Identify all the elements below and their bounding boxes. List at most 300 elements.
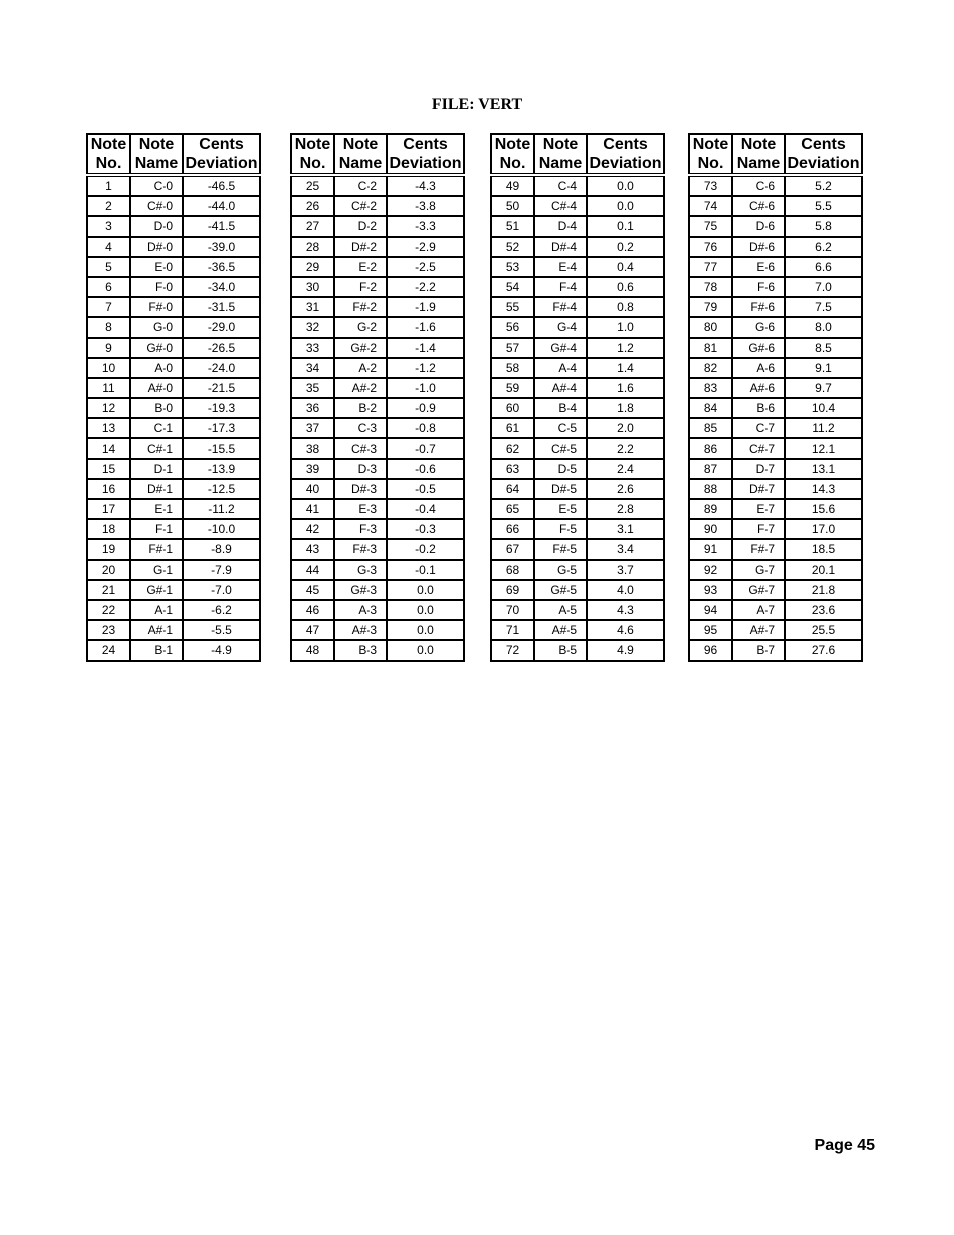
note-number-cell: 86 <box>689 438 732 458</box>
note-number-cell: 61 <box>491 418 534 438</box>
cents-deviation-cell: 3.1 <box>587 519 664 539</box>
table-row <box>291 600 464 620</box>
note-name-cell: A#-3 <box>334 620 387 640</box>
cents-deviation-cell: 23.6 <box>785 600 862 620</box>
note-name-cell: G-1 <box>130 560 183 580</box>
note-number-cell: 79 <box>689 297 732 317</box>
table-row <box>87 560 260 580</box>
note-name-cell: F#-5 <box>534 539 587 559</box>
table-row <box>87 519 260 539</box>
note-name-cell: F#-7 <box>732 539 785 559</box>
note-name-cell: F-7 <box>732 519 785 539</box>
note-name-cell: D-2 <box>334 216 387 236</box>
cents-deviation-cell: 4.6 <box>587 620 664 640</box>
cents-deviation-cell: 0.4 <box>587 257 664 277</box>
cents-deviation-cell: -0.6 <box>387 459 464 479</box>
table-row <box>491 519 664 539</box>
note-name-cell: G#-5 <box>534 580 587 600</box>
table-row <box>491 539 664 559</box>
table-row <box>87 479 260 499</box>
table-row <box>291 398 464 418</box>
table-row <box>689 560 862 580</box>
note-number-cell: 52 <box>491 237 534 257</box>
note-name-cell: G-2 <box>334 317 387 337</box>
table-row <box>689 580 862 600</box>
cents-deviation-cell: 9.1 <box>785 358 862 378</box>
cents-deviation-cell: -5.5 <box>183 620 260 640</box>
note-number-cell: 31 <box>291 297 334 317</box>
table-row <box>291 175 464 196</box>
cents-deviation-cell: -7.9 <box>183 560 260 580</box>
note-number-cell: 39 <box>291 459 334 479</box>
cents-deviation-cell: 27.6 <box>785 640 862 660</box>
cents-deviation-cell: -12.5 <box>183 479 260 499</box>
note-number-cell: 18 <box>87 519 130 539</box>
table-row <box>689 338 862 358</box>
table-row <box>689 499 862 519</box>
note-name-cell: A-0 <box>130 358 183 378</box>
table-row <box>689 620 862 640</box>
cents-deviation-cell: 12.1 <box>785 438 862 458</box>
note-name-cell: G-7 <box>732 560 785 580</box>
note-name-cell: D#-5 <box>534 479 587 499</box>
table-row <box>689 317 862 337</box>
note-number-cell: 75 <box>689 216 732 236</box>
note-number-cell: 64 <box>491 479 534 499</box>
table-row <box>491 620 664 640</box>
table-row <box>491 398 664 418</box>
cents-deviation-cell: -0.2 <box>387 539 464 559</box>
note-number-cell: 30 <box>291 277 334 297</box>
note-number-cell: 33 <box>291 338 334 358</box>
note-number-cell: 51 <box>491 216 534 236</box>
table-row <box>491 196 664 216</box>
table-row <box>87 237 260 257</box>
cents-deviation-cell: 21.8 <box>785 580 862 600</box>
note-name-cell: G-0 <box>130 317 183 337</box>
note-number-cell: 85 <box>689 418 732 438</box>
note-name-cell: F#-3 <box>334 539 387 559</box>
table-row <box>291 539 464 559</box>
cents-deviation-cell: 0.0 <box>587 196 664 216</box>
cents-deviation-cell: -13.9 <box>183 459 260 479</box>
note-number-cell: 46 <box>291 600 334 620</box>
table-row <box>87 338 260 358</box>
note-name-cell: E-7 <box>732 499 785 519</box>
note-number-cell: 5 <box>87 257 130 277</box>
note-number-cell: 7 <box>87 297 130 317</box>
cents-deviation-cell: -7.0 <box>183 580 260 600</box>
cents-deviation-cell: 1.4 <box>587 358 664 378</box>
page-title: FILE: VERT <box>431 96 523 113</box>
cents-deviation-cell: 7.0 <box>785 277 862 297</box>
note-number-cell: 92 <box>689 560 732 580</box>
note-number-cell: 57 <box>491 338 534 358</box>
cents-deviation-cell: 0.1 <box>587 216 664 236</box>
table-row <box>491 175 664 196</box>
note-name-cell: C-2 <box>334 175 387 196</box>
cents-deviation-cell: -0.5 <box>387 479 464 499</box>
table-row <box>87 297 260 317</box>
table-row <box>87 216 260 236</box>
note-number-cell: 36 <box>291 398 334 418</box>
note-number-cell: 37 <box>291 418 334 438</box>
note-number-cell: 48 <box>291 640 334 660</box>
note-name-cell: E-6 <box>732 257 785 277</box>
table-row <box>291 257 464 277</box>
note-number-cell: 29 <box>291 257 334 277</box>
table-row <box>491 640 664 660</box>
table-row <box>689 237 862 257</box>
note-table-4 <box>688 133 863 662</box>
header-note-no: Note No. <box>87 134 130 175</box>
note-name-cell: C#-2 <box>334 196 387 216</box>
note-name-cell: C#-5 <box>534 438 587 458</box>
cents-deviation-cell: -1.6 <box>387 317 464 337</box>
note-number-cell: 54 <box>491 277 534 297</box>
note-name-cell: E-2 <box>334 257 387 277</box>
note-number-cell: 38 <box>291 438 334 458</box>
cents-deviation-cell: -2.2 <box>387 277 464 297</box>
cents-deviation-cell: -34.0 <box>183 277 260 297</box>
table-row <box>491 580 664 600</box>
cents-deviation-cell: -2.9 <box>387 237 464 257</box>
cents-deviation-cell: 9.7 <box>785 378 862 398</box>
header-note-name: Note Name <box>534 134 587 175</box>
table-row <box>291 216 464 236</box>
header-cents-deviation: Cents Deviation <box>183 134 260 175</box>
cents-deviation-cell: -0.7 <box>387 438 464 458</box>
table-row <box>491 378 664 398</box>
cents-deviation-cell: 20.1 <box>785 560 862 580</box>
note-number-cell: 20 <box>87 560 130 580</box>
note-name-cell: G#-7 <box>732 580 785 600</box>
table-row <box>291 317 464 337</box>
cents-deviation-cell: -46.5 <box>183 175 260 196</box>
cents-deviation-cell: 8.0 <box>785 317 862 337</box>
note-name-cell: D#-0 <box>130 237 183 257</box>
note-number-cell: 35 <box>291 378 334 398</box>
table-row <box>291 297 464 317</box>
note-name-cell: D-0 <box>130 216 183 236</box>
table-row <box>491 499 664 519</box>
note-name-cell: G#-2 <box>334 338 387 358</box>
cents-deviation-cell: 0.0 <box>387 620 464 640</box>
note-name-cell: D#-6 <box>732 237 785 257</box>
cents-deviation-cell: 0.8 <box>587 297 664 317</box>
table-row <box>87 640 260 660</box>
cents-deviation-cell: -21.5 <box>183 378 260 398</box>
cents-deviation-cell: -1.0 <box>387 378 464 398</box>
note-number-cell: 67 <box>491 539 534 559</box>
note-name-cell: E-3 <box>334 499 387 519</box>
cents-deviation-cell: -36.5 <box>183 257 260 277</box>
cents-deviation-cell: 6.6 <box>785 257 862 277</box>
note-name-cell: C-6 <box>732 175 785 196</box>
note-name-cell: F#-1 <box>130 539 183 559</box>
note-number-cell: 24 <box>87 640 130 660</box>
cents-deviation-cell: 0.0 <box>387 600 464 620</box>
note-number-cell: 19 <box>87 539 130 559</box>
cents-deviation-cell: 6.2 <box>785 237 862 257</box>
note-table-2 <box>290 133 465 662</box>
table-row <box>291 277 464 297</box>
note-number-cell: 49 <box>491 175 534 196</box>
cents-deviation-cell: 2.2 <box>587 438 664 458</box>
note-number-cell: 14 <box>87 438 130 458</box>
note-number-cell: 63 <box>491 459 534 479</box>
table-row <box>291 640 464 660</box>
note-number-cell: 23 <box>87 620 130 640</box>
note-name-cell: A#-0 <box>130 378 183 398</box>
cents-deviation-cell: -8.9 <box>183 539 260 559</box>
note-name-cell: C#-3 <box>334 438 387 458</box>
cents-deviation-cell: -11.2 <box>183 499 260 519</box>
table-row <box>87 418 260 438</box>
note-number-cell: 43 <box>291 539 334 559</box>
header-note-name: Note Name <box>732 134 785 175</box>
table-row <box>491 338 664 358</box>
note-name-cell: D#-3 <box>334 479 387 499</box>
cents-deviation-cell: 2.8 <box>587 499 664 519</box>
cents-deviation-cell: 8.5 <box>785 338 862 358</box>
header-note-name: Note Name <box>130 134 183 175</box>
table-row <box>291 418 464 438</box>
note-number-cell: 80 <box>689 317 732 337</box>
note-number-cell: 41 <box>291 499 334 519</box>
note-name-cell: A-7 <box>732 600 785 620</box>
note-number-cell: 9 <box>87 338 130 358</box>
note-name-cell: G#-4 <box>534 338 587 358</box>
note-number-cell: 11 <box>87 378 130 398</box>
table-row <box>689 196 862 216</box>
cents-deviation-cell: -3.8 <box>387 196 464 216</box>
note-name-cell: B-2 <box>334 398 387 418</box>
note-name-cell: G#-0 <box>130 338 183 358</box>
table-row <box>689 600 862 620</box>
table-row <box>689 257 862 277</box>
table-row <box>689 358 862 378</box>
note-name-cell: F-4 <box>534 277 587 297</box>
table-row <box>491 358 664 378</box>
note-name-cell: C-1 <box>130 418 183 438</box>
cents-deviation-cell: -19.3 <box>183 398 260 418</box>
note-name-cell: D-6 <box>732 216 785 236</box>
cents-deviation-cell: 0.0 <box>587 175 664 196</box>
cents-deviation-cell: -4.9 <box>183 640 260 660</box>
note-number-cell: 45 <box>291 580 334 600</box>
cents-deviation-cell: 1.0 <box>587 317 664 337</box>
header-note-name: Note Name <box>334 134 387 175</box>
note-number-cell: 34 <box>291 358 334 378</box>
cents-deviation-cell: -29.0 <box>183 317 260 337</box>
note-name-cell: D-7 <box>732 459 785 479</box>
note-number-cell: 89 <box>689 499 732 519</box>
cents-deviation-cell: 13.1 <box>785 459 862 479</box>
table-row <box>491 277 664 297</box>
cents-deviation-cell: 4.9 <box>587 640 664 660</box>
cents-deviation-cell: 4.0 <box>587 580 664 600</box>
note-number-cell: 65 <box>491 499 534 519</box>
table-row <box>87 499 260 519</box>
note-name-cell: A#-6 <box>732 378 785 398</box>
cents-deviation-cell: 17.0 <box>785 519 862 539</box>
note-name-cell: B-5 <box>534 640 587 660</box>
cents-deviation-cell: 25.5 <box>785 620 862 640</box>
cents-deviation-cell: 7.5 <box>785 297 862 317</box>
table-row <box>689 216 862 236</box>
cents-deviation-cell: 0.0 <box>387 640 464 660</box>
cents-deviation-cell: -2.5 <box>387 257 464 277</box>
table-row <box>291 338 464 358</box>
note-name-cell: D-3 <box>334 459 387 479</box>
table-row <box>291 560 464 580</box>
table-row <box>491 418 664 438</box>
table-row <box>689 277 862 297</box>
cents-deviation-cell: 0.2 <box>587 237 664 257</box>
table-row <box>491 237 664 257</box>
table-row <box>87 317 260 337</box>
cents-deviation-cell: -1.2 <box>387 358 464 378</box>
note-name-cell: B-1 <box>130 640 183 660</box>
table-row <box>291 620 464 640</box>
cents-deviation-cell: -0.4 <box>387 499 464 519</box>
cents-deviation-cell: -1.4 <box>387 338 464 358</box>
note-name-cell: E-0 <box>130 257 183 277</box>
note-number-cell: 10 <box>87 358 130 378</box>
cents-deviation-cell: 1.6 <box>587 378 664 398</box>
note-name-cell: F#-0 <box>130 297 183 317</box>
table-row <box>491 600 664 620</box>
note-number-cell: 56 <box>491 317 534 337</box>
note-name-cell: A#-4 <box>534 378 587 398</box>
table-row <box>491 560 664 580</box>
table-row <box>87 378 260 398</box>
note-name-cell: C#-1 <box>130 438 183 458</box>
cents-deviation-cell: -0.9 <box>387 398 464 418</box>
cents-deviation-cell: -15.5 <box>183 438 260 458</box>
note-name-cell: C#-6 <box>732 196 785 216</box>
cents-deviation-cell: 18.5 <box>785 539 862 559</box>
note-name-cell: D#-2 <box>334 237 387 257</box>
table-row <box>689 297 862 317</box>
table-row <box>87 175 260 196</box>
cents-deviation-cell: 5.8 <box>785 216 862 236</box>
note-number-cell: 69 <box>491 580 534 600</box>
table-row <box>491 438 664 458</box>
note-number-cell: 93 <box>689 580 732 600</box>
cents-deviation-cell: -44.0 <box>183 196 260 216</box>
table-row <box>291 237 464 257</box>
note-name-cell: B-7 <box>732 640 785 660</box>
note-name-cell: F-6 <box>732 277 785 297</box>
note-name-cell: D-4 <box>534 216 587 236</box>
note-number-cell: 84 <box>689 398 732 418</box>
cents-deviation-cell: -39.0 <box>183 237 260 257</box>
cents-deviation-cell: 2.0 <box>587 418 664 438</box>
note-name-cell: A-3 <box>334 600 387 620</box>
cents-deviation-cell: -24.0 <box>183 358 260 378</box>
cents-deviation-cell: 2.4 <box>587 459 664 479</box>
note-name-cell: E-5 <box>534 499 587 519</box>
note-name-cell: D-1 <box>130 459 183 479</box>
cents-deviation-cell: 5.5 <box>785 196 862 216</box>
cents-deviation-cell: -17.3 <box>183 418 260 438</box>
table-row <box>689 378 862 398</box>
note-number-cell: 70 <box>491 600 534 620</box>
cents-deviation-cell: -0.1 <box>387 560 464 580</box>
note-number-cell: 83 <box>689 378 732 398</box>
note-name-cell: F-2 <box>334 277 387 297</box>
note-number-cell: 88 <box>689 479 732 499</box>
note-name-cell: F-0 <box>130 277 183 297</box>
note-number-cell: 2 <box>87 196 130 216</box>
note-name-cell: C-5 <box>534 418 587 438</box>
cents-deviation-cell: 2.6 <box>587 479 664 499</box>
note-number-cell: 95 <box>689 620 732 640</box>
cents-deviation-cell: 5.2 <box>785 175 862 196</box>
table-row <box>87 257 260 277</box>
note-table-3 <box>490 133 665 662</box>
table-row <box>689 418 862 438</box>
cents-deviation-cell: -0.3 <box>387 519 464 539</box>
table-row <box>291 479 464 499</box>
table-row <box>689 438 862 458</box>
note-name-cell: A-4 <box>534 358 587 378</box>
cents-deviation-cell: 3.4 <box>587 539 664 559</box>
note-number-cell: 21 <box>87 580 130 600</box>
note-name-cell: C-0 <box>130 175 183 196</box>
note-name-cell: B-6 <box>732 398 785 418</box>
note-number-cell: 87 <box>689 459 732 479</box>
note-number-cell: 72 <box>491 640 534 660</box>
table-row <box>87 358 260 378</box>
table-row <box>491 317 664 337</box>
note-name-cell: D#-1 <box>130 479 183 499</box>
table-row <box>291 358 464 378</box>
note-name-cell: D#-7 <box>732 479 785 499</box>
note-name-cell: A#-5 <box>534 620 587 640</box>
table-row <box>87 398 260 418</box>
note-name-cell: G-5 <box>534 560 587 580</box>
note-name-cell: G#-6 <box>732 338 785 358</box>
cents-deviation-cell: -26.5 <box>183 338 260 358</box>
note-number-cell: 15 <box>87 459 130 479</box>
note-name-cell: F-5 <box>534 519 587 539</box>
cents-deviation-cell: 14.3 <box>785 479 862 499</box>
table-row <box>689 539 862 559</box>
note-name-cell: G#-1 <box>130 580 183 600</box>
note-name-cell: E-1 <box>130 499 183 519</box>
table-row <box>291 499 464 519</box>
table-row <box>87 600 260 620</box>
note-number-cell: 47 <box>291 620 334 640</box>
note-number-cell: 55 <box>491 297 534 317</box>
cents-deviation-cell: 1.2 <box>587 338 664 358</box>
note-number-cell: 91 <box>689 539 732 559</box>
cents-deviation-cell: -6.2 <box>183 600 260 620</box>
note-number-cell: 50 <box>491 196 534 216</box>
note-name-cell: F#-4 <box>534 297 587 317</box>
table-row <box>87 277 260 297</box>
note-number-cell: 78 <box>689 277 732 297</box>
page-number: Page 45 <box>814 1137 875 1154</box>
note-number-cell: 16 <box>87 479 130 499</box>
note-number-cell: 4 <box>87 237 130 257</box>
note-name-cell: A-5 <box>534 600 587 620</box>
note-name-cell: A#-2 <box>334 378 387 398</box>
note-name-cell: C#-7 <box>732 438 785 458</box>
